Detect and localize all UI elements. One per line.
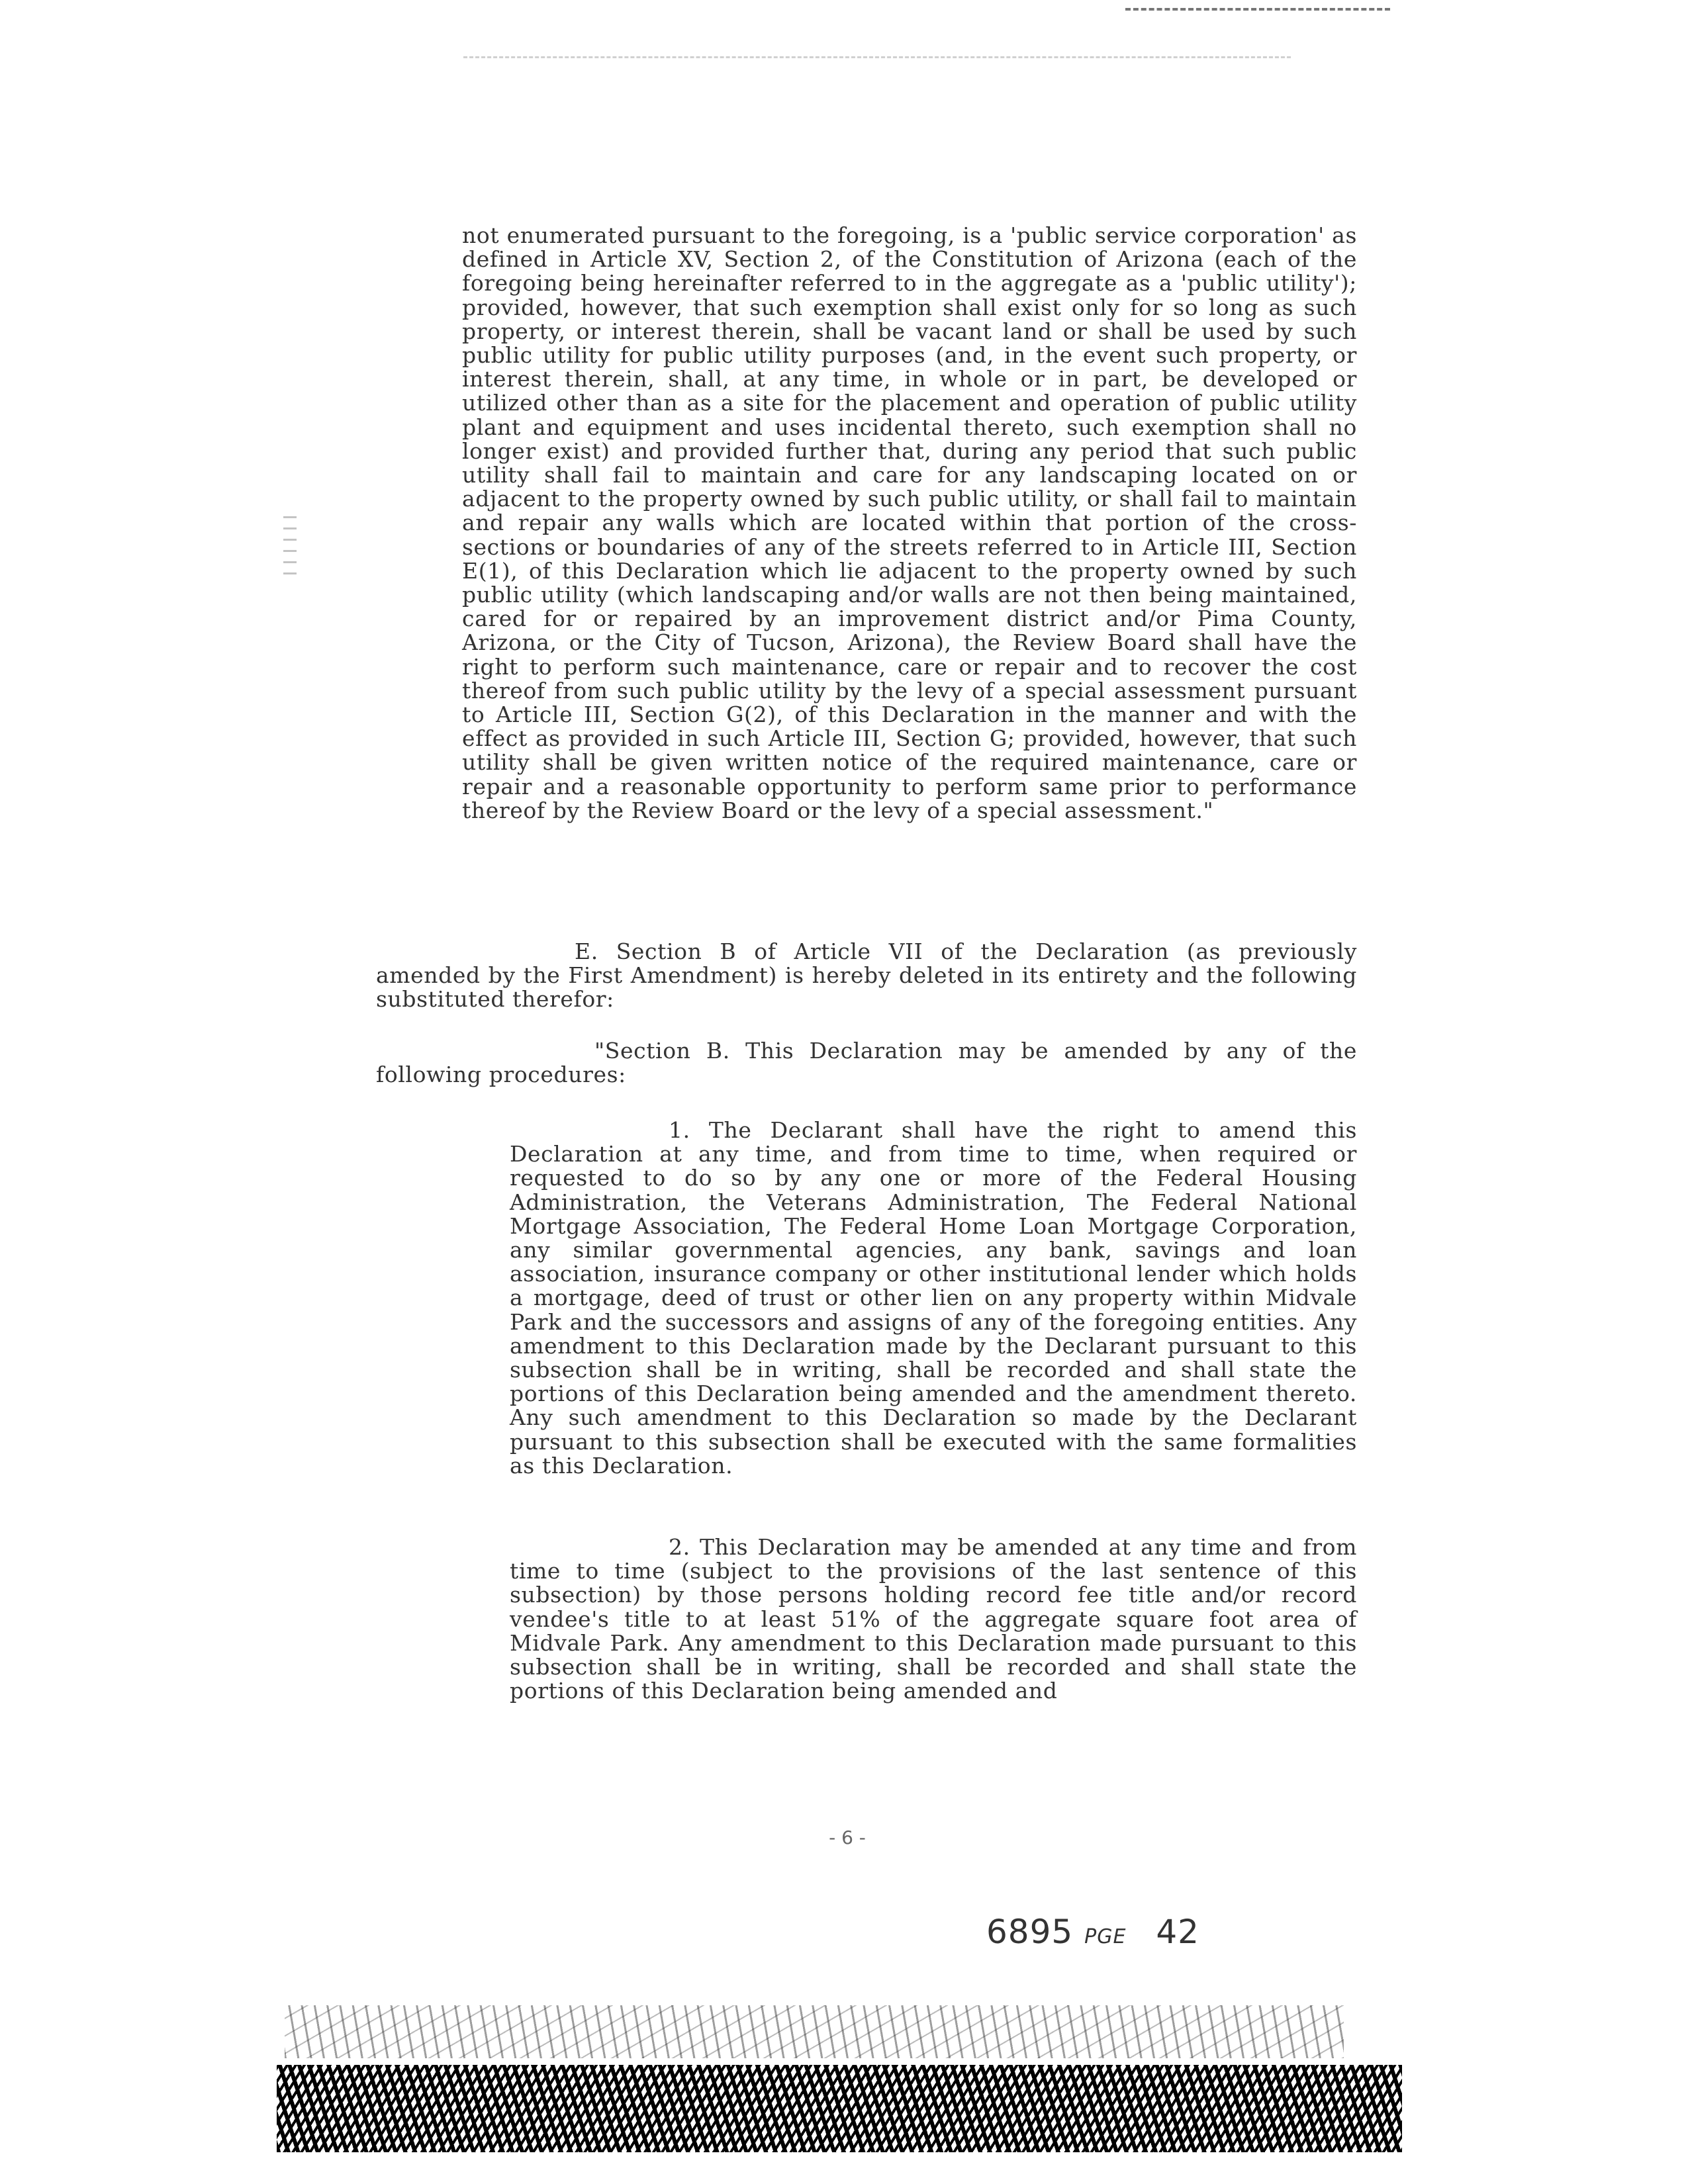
amendment-procedure-2: 2. This Declaration may be amended at any time and from time to time (subject to the provisions of the last sentence of this subsection) by those persons holding record fee title and/or record vendee's title to at least 51% of the aggregate square foot area of Midvale Park. Any amendment to this Declaration made pursuant to this subsection shall be in writing, shall be recorded and shall state the portions of this Declaration being amended and	[510, 1534, 1357, 1704]
section-b-intro: "Section B. This Declaration may be amended by any of the following procedures:	[376, 1038, 1357, 1088]
scan-ink-band	[277, 2065, 1402, 2152]
scan-header-marks	[463, 56, 1291, 62]
docket-stamp	[986, 1913, 1199, 1951]
docket-abbreviation: PGE	[1084, 1925, 1127, 1948]
amendment-procedure-1: 1. The Declarant shall have the right to amend this Declaration at any time, and from time to time, when required or requested to do so by any one or more of the Federal Housing Administration, the Veterans Administration, The Federal National Mortgage Association, The Federal Home Loan Mortgage Corporation, any similar governmental agencies, any bank, savings and loan association, insurance company or other institutional lender which holds a mortgage, deed of trust or other lien on any property within Midvale Park and the successors and assigns of any of the foregoing entities. Any amendment to this Declaration made by the Declarant pursuant to this subsection shall be in writing, shall be recorded and shall state the portions of this Declaration being amended and the amendment thereto. Any such amendment to this Declaration so made by the Declarant pursuant to this subsection shall be executed with the same formalities as this Declaration.	[510, 1117, 1357, 1479]
scan-noise-band	[285, 2005, 1344, 2058]
docket-number: 6895	[986, 1913, 1074, 1951]
scan-margin-marks	[283, 516, 297, 582]
paragraph-e: E. Section B of Article VII of the Declaration (as previously amended by the First Amendment) is hereby deleted in its entirety and the following substituted therefor:	[376, 938, 1357, 1013]
docket-page: 42	[1156, 1913, 1199, 1951]
scan-corner-marks	[1125, 8, 1390, 15]
main-paragraph: not enumerated pursuant to the foregoing, is a 'public service corporation' as defined in Article XV, Section 2, of the Constitution of Arizona (each of the foregoing being hereinafter referred to in the aggregate as a 'public utility'); provided, however, that such exemption shall exist only for so long as such property, or interest therein, shall be vacant land or shall be used by such public utility for public utility purposes (and, in the event such property, or interest therein, shall, at any time, in whole or in part, be developed or utilized other than as a site for the placement and operation of public utility plant and equipment and uses incidental thereto, such exemption shall no longer exist) and provided further that, during any period that such public utility shall fail to maintain and care for any landscaping located on or adjacent to the property owned by such public utility, or shall fail to maintain and repair any walls which are located within that portion of the cross-sections or boundaries of any of the streets referred to in Article III, Section E(1), of this Declaration which lie adjacent to the property owned by such public utility (which landscaping and/or walls are not then being maintained, cared for or repaired by an improvement district and/or Pima County, Arizona, or the City of Tucson, Arizona), the Review Board shall have the right to perform such maintenance, care or repair and to recover the cost thereof from such public utility by the levy of a special assessment pursuant to Article III, Section G(2), of this Declaration in the manner and with the effect as provided in such Article III, Section G; provided, however, that such utility shall be given written notice of the required maintenance, care or repair and a reasonable opportunity to perform same prior to performance thereof by the Review Board or the levy of a special assessment."	[462, 222, 1357, 823]
page-number: - 6 -	[829, 1827, 866, 1848]
